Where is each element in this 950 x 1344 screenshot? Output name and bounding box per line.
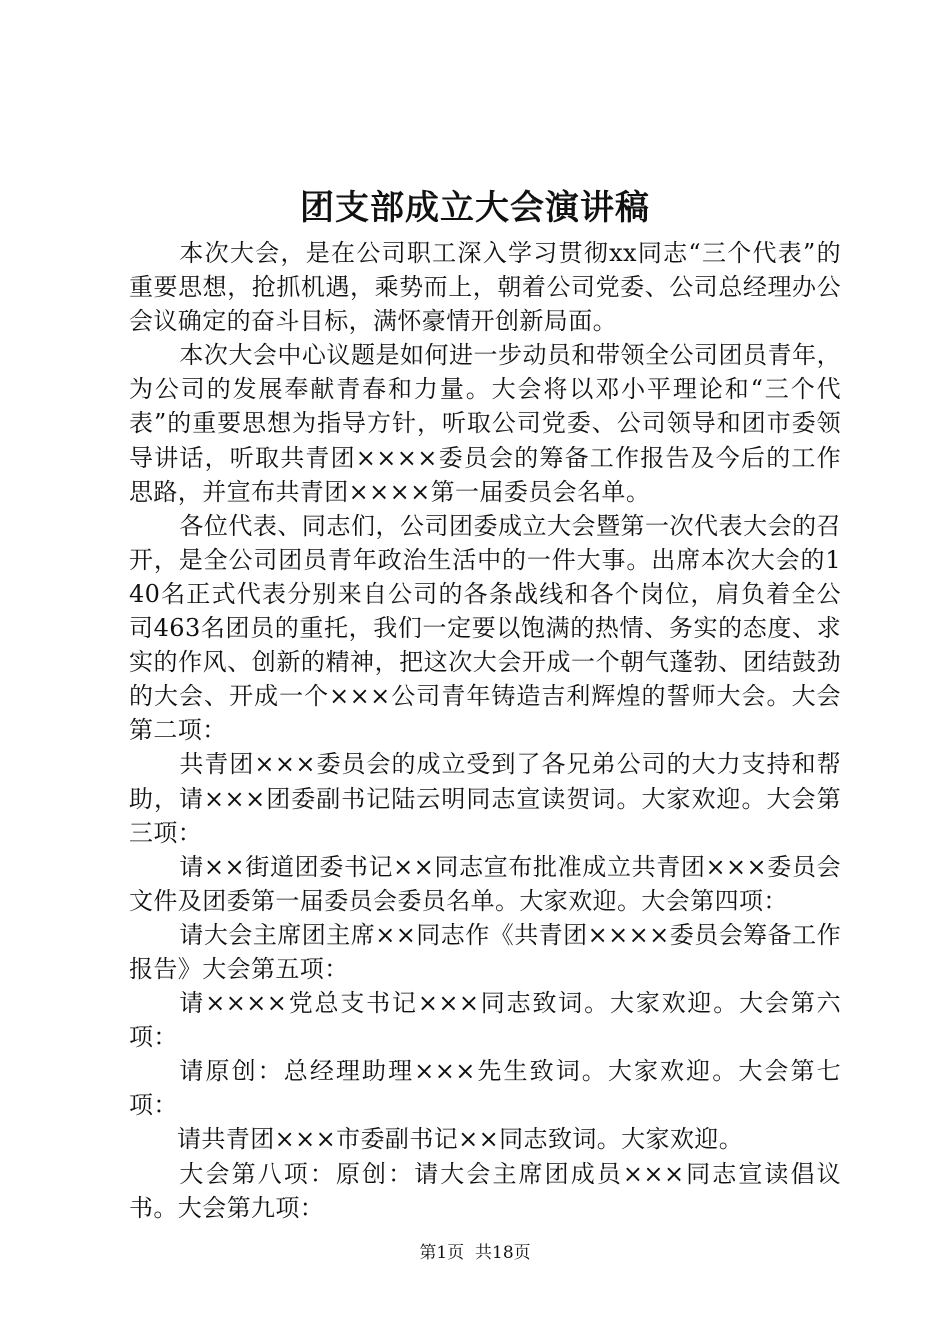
paragraph: 请原创：总经理助理×××先生致词。大家欢迎。大会第七项： [129,1057,841,1120]
document-title: 团支部成立大会演讲稿 [300,188,650,228]
paragraph: 本次大会中心议题是如何进一步动员和带领全公司团员青年，为公司的发展奉献青春和力量。大会将以邓小平理论和“三个代表”的重要思想为指导方针，听取公司党委、公司领导和团市委领导讲话，听取共青团××××委员会的筹备工作报告及今后的工作思路，并宣布共青团××××第一届委员会名单。 [129,341,841,506]
page-footer [0,1241,950,1265]
paragraph: 请××××党总支书记×××同志致词。大家欢迎。大会第六项： [129,989,841,1052]
paragraph: 大会第八项：原创：请大会主席团成员×××同志宣读倡议书。大会第九项： [129,1159,841,1222]
paragraph: 各位代表、同志们，公司团委成立大会暨第一次代表大会的召开，是全公司团员青年政治生活中的一件大事。出席本次大会的140名正式代表分别来自公司的各条战线和各个岗位，肩负着全公司463名团员的重托，我们一定要以饱满的热情、务实的态度、求实的作风、创新的精神，把这次大会开成一个朝气蓬勃、团结鼓劲的大会、开成一个×××公司青年铸造吉利辉煌的誓师大会。大会第二项： [129,511,841,745]
paragraph: 请××街道团委书记××同志宣布批准成立共青团×××委员会文件及团委第一届委员会委员名单。大家欢迎。大会第四项： [129,852,841,915]
paragraph: 请共青团×××市委副书记××同志致词。大家欢迎。 [177,1125,744,1154]
paragraph: 共青团×××委员会的成立受到了各兄弟公司的大力支持和帮助，请×××团委副书记陆云明同志宣读贺词。大家欢迎。大会第三项： [129,750,841,847]
page-total: 共18页 [475,1243,531,1263]
document-body [129,236,841,1225]
paragraph: 请大会主席团主席××同志作《共青团××××委员会筹备工作报告》大会第五项： [129,920,841,983]
paragraph: 本次大会，是在公司职工深入学习贯彻xx同志“三个代表”的重要思想，抢抓机遇，乘势而上，朝着公司党委、公司总经理办公会议确定的奋斗目标，满怀豪情开创新局面。 [129,239,841,336]
page-number: 第1页 [419,1243,465,1263]
